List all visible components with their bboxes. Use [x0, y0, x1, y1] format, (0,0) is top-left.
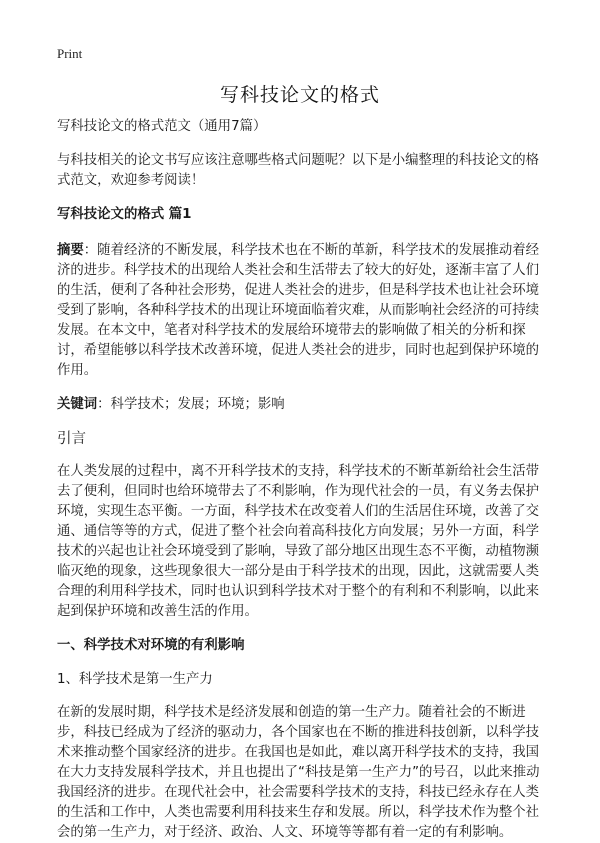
subsection1-heading: 1、科学技术是第一生产力: [57, 672, 213, 687]
abstract-paragraph: [57, 241, 547, 381]
section1-heading: 一、科学技术对环境的有利影响: [57, 638, 245, 653]
abstract-label: 摘要: [57, 243, 84, 258]
preface-paragraph: 在人类发展的过程中，离不开科学技术的支持，科学技术的不断革新给社会生活带去了便利，但同时也给环境带去了不利影响，作为现代社会的一员，有义务去保护环境，实现生态平衡。一方面，科学技术在改变着人们的生活居住环境，改善了交通、通信等等的方式，促进了整个社会向着高科技化方向发展；另外一方面，科学技术的兴起也让社会环境受到了影响，导致了部分地区出现生态不平衡，动植物濒临灭绝的现象，这些现象很大一部分是由于科学技术的出现，因此，这就需要人类合理的利用科学技术，同时也认识到科学技术对于整个的有利和不利影响，以此来起到保护环境和改善生活的作用。: [57, 464, 540, 619]
document-subtitle: 写科技论文的格式范文（通用7篇）: [57, 119, 267, 134]
abstract-text: ：随着经济的不断发展，科学技术也在不断的革新，科学技术的发展推动着经济的进步。科学技术的出现给人类社会和生活带去了较大的好处，逐渐丰富了人们的生活，便利了各种社会形势，促进人类社会的进步，但是科学技术也让社会环境受到了影响，各种科学技术的出现让环境面临着灾难，从而影响社会经济的可持续发展。在本文中，笔者对科学技术的发展给环境带去的影响做了相关的分析和探讨，希望能够以科学技术改善环境，促进人类社会的进步，同时也起到保护环境的作用。: [57, 243, 540, 378]
article-heading: 写科技论文的格式 篇1: [57, 207, 192, 222]
print-link[interactable]: Print: [57, 46, 83, 61]
intro-paragraph: 与科技相关的论文书写应该注意哪些格式问题呢？以下是小编整理的科技论文的格式范文，欢迎参考阅读！: [57, 153, 540, 188]
keywords-label: 关键词: [57, 397, 98, 412]
article-body: [57, 117, 547, 843]
subsection1-paragraph: 在新的发展时期，科学技术是经济发展和创造的第一生产力。随着社会的不断进步，科技已经成为了经济的驱动力，各个国家也在不断的推进科技创新，以科学技术来推动整个国家经济的进步。在我国也是如此，难以离开科学技术的支持，我国在大力支持发展科学技术，并且也提出了“科技是第一生产力”的号召，以此来推动我国经济的进步。在现代社会中，社会需要科学技术的支持，科技已经永存在人类的生活和工作中，人类也需要利用科技来生存和发展。所以，科学技术作为整个社会的第一生产力，对于经济、政治、人文、环境等等都有着一定的有利影响。: [57, 705, 540, 840]
page-title: 写科技论文的格式: [219, 84, 380, 106]
preface-heading: 引言: [57, 431, 86, 447]
keywords-text: ：科学技术；发展；环境；影响: [97, 397, 285, 412]
keywords-paragraph: [57, 395, 547, 415]
